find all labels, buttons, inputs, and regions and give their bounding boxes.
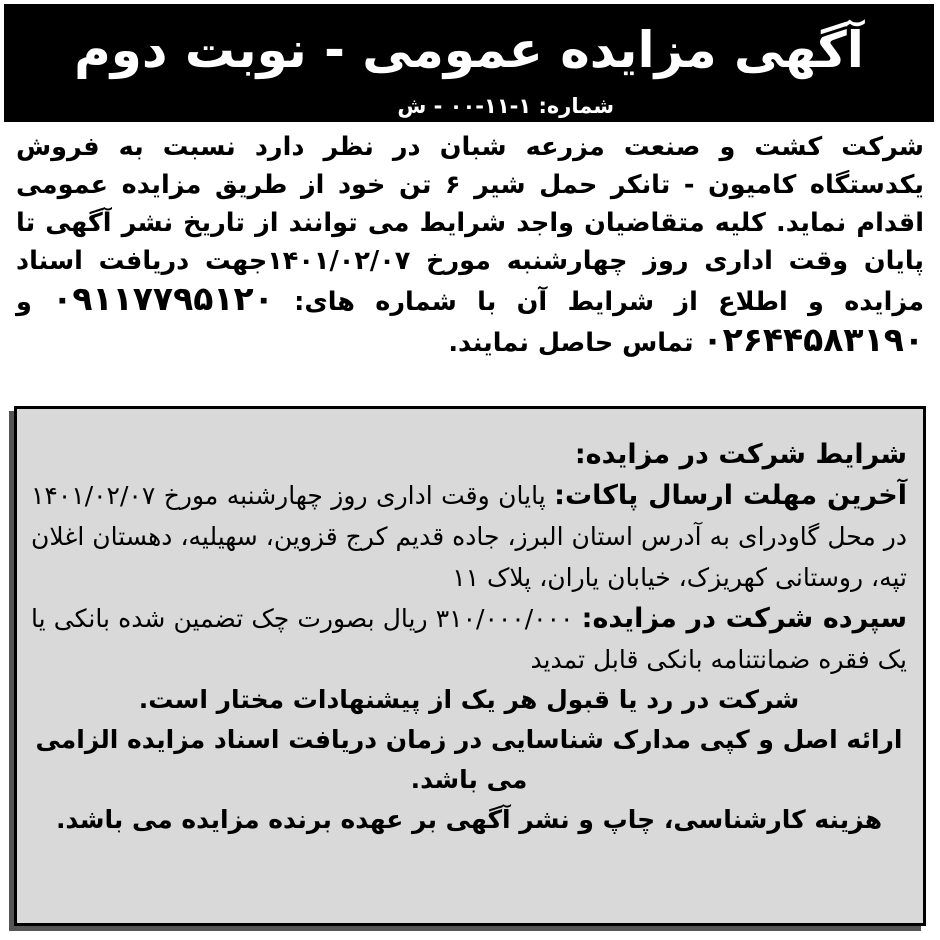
phone-number-mobile: ۰۹۱۱۷۷۹۵۱۲۰ bbox=[52, 279, 274, 318]
deposit-label: سپرده شرکت در مزایده: bbox=[581, 603, 908, 634]
note-rejection-right: شرکت در رد یا قبول هر یک از پیشنهادات مختار است. bbox=[138, 685, 800, 714]
notice-title: آگهی مزایده عمومی - نوبت دوم bbox=[74, 21, 864, 79]
note-documents-required: ارائه اصل و کپی مدارک شناسایی در زمان دریافت اسناد مزایده الزامی می باشد. bbox=[35, 725, 903, 794]
intro-paragraph bbox=[16, 128, 924, 362]
notice-number: شماره: ۱-۱۱-۰۰ - ش bbox=[397, 94, 614, 118]
deposit-text: ۳۱۰/۰۰۰/۰۰۰ ریال بصورت چک تضمین شده بانکی یا یک فقره ضمانتنامه بانکی قابل تمدید bbox=[31, 604, 907, 674]
deadline-paragraph bbox=[31, 475, 907, 598]
intro-text: شرکت کشت و صنعت مزرعه شبان در نظر دارد نسبت به فروش یکدستگاه کامیون - تانکر حمل شیر ۶ تن خود از طریق مزایده عمومی اقدام نماید. کلیه متقاضیان واجد شرایط می توانند از تاریخ نشر آگهی تا پایان وقت اداری روز چهارشنبه مورخ ۱۴۰۱/۰۲/۰۷جهت دریافت اسناد مزایده و اطلاع از شرایط آن با شماره های: bbox=[16, 132, 924, 317]
deposit-paragraph bbox=[31, 598, 907, 680]
header-banner bbox=[4, 4, 934, 122]
deadline-label: آخرین مهلت ارسال پاکات: bbox=[554, 480, 907, 511]
conditions-box bbox=[14, 406, 926, 926]
phone-conjunction: و bbox=[16, 287, 32, 317]
intro-closing-text: تماس حاصل نمایند. bbox=[448, 328, 694, 358]
note-fees: هزینه کارشناسی، چاپ و نشر آگهی بر عهده برنده مزایده می باشد. bbox=[55, 805, 883, 834]
phone-number-landline: ۰۲۶۴۴۵۸۳۱۹۰ bbox=[702, 320, 924, 359]
conditions-title: شرایط شرکت در مزایده: bbox=[574, 439, 907, 470]
deadline-text: پایان وقت اداری روز چهارشنبه مورخ ۱۴۰۱/۰۲/۰۷ در محل گاودرای به آدرس استان البرز، جاده قدیم کرج قزوین، سهیلیه، دهستان اغلان تپه، روستانی کهریزک، خیابان یاران، پلاک ۱۱ bbox=[31, 481, 907, 592]
